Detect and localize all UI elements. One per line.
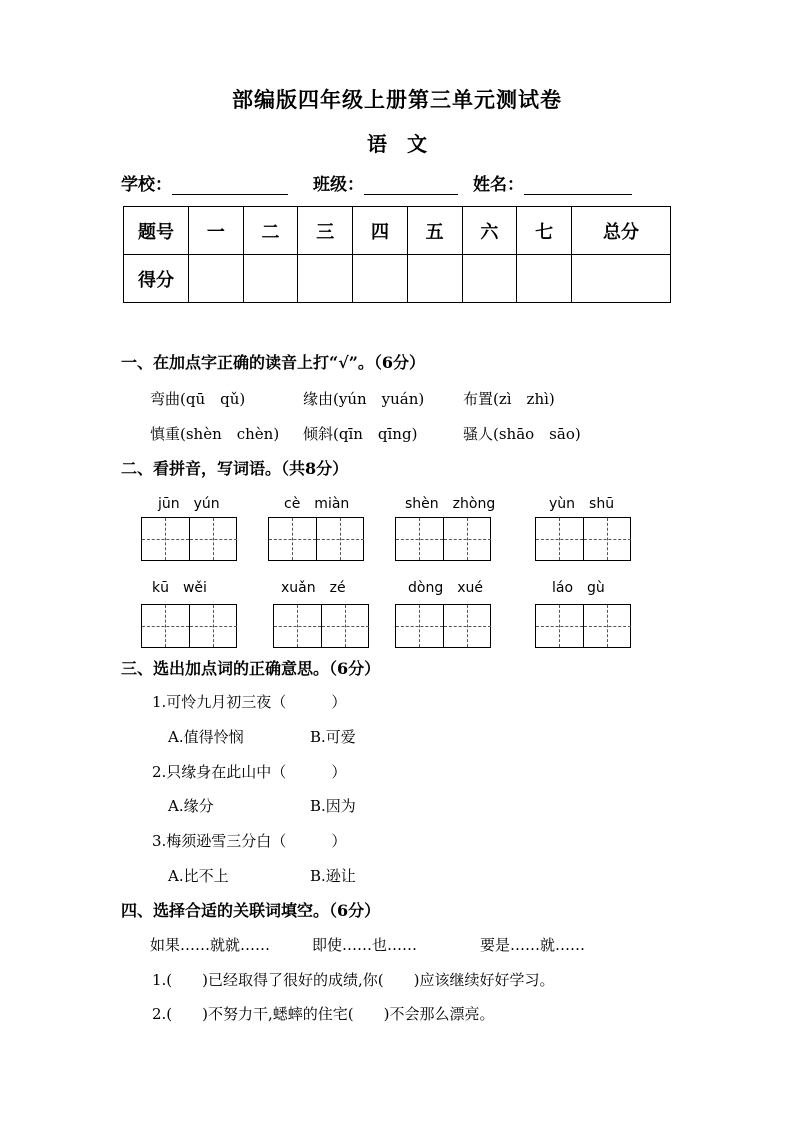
score-cell[interactable] xyxy=(353,255,408,303)
conjunction-option: 如果……就就…… xyxy=(150,936,271,954)
school-field[interactable] xyxy=(121,170,288,195)
q4-sentence[interactable]: 2.( )不努力干,蟋蟀的住宅( )不会那么漂亮。 xyxy=(152,1005,495,1023)
writing-cell[interactable] xyxy=(189,605,237,647)
page-title: 部编版四年级上册第三单元测试卷 xyxy=(232,87,562,112)
q3-heading: 三、选出加点词的正确意思。（6分） xyxy=(121,659,381,678)
writing-cell[interactable] xyxy=(396,605,443,647)
score-header-cell: 三 xyxy=(298,207,353,255)
writing-grid[interactable] xyxy=(141,604,237,648)
q3-question[interactable]: 3.梅须逊雪三分白（ ） xyxy=(152,832,347,850)
school-label: 学校： xyxy=(121,175,172,195)
writing-cell[interactable] xyxy=(583,518,631,560)
score-cell[interactable] xyxy=(298,255,353,303)
name-blank[interactable] xyxy=(524,176,632,195)
writing-cell[interactable] xyxy=(321,605,369,647)
score-header-cell: 五 xyxy=(407,207,462,255)
score-table xyxy=(123,206,671,303)
score-header-cell: 四 xyxy=(353,207,408,255)
score-cell[interactable] xyxy=(243,255,298,303)
pinyin-label: kū wěi xyxy=(152,580,207,596)
pinyin-label: xuǎn zé xyxy=(281,580,346,596)
school-blank[interactable] xyxy=(172,176,288,195)
writing-cell[interactable] xyxy=(316,518,364,560)
writing-cell[interactable] xyxy=(443,518,491,560)
writing-cell[interactable] xyxy=(583,605,631,647)
writing-cell[interactable] xyxy=(269,518,316,560)
score-cell[interactable] xyxy=(572,255,671,303)
q3-option[interactable]: B.逊让 xyxy=(310,867,356,885)
q1-item[interactable]: 倾斜(qīn qīng) xyxy=(303,425,418,443)
writing-grid[interactable] xyxy=(395,604,491,648)
q1-item[interactable]: 慎重(shèn chèn) xyxy=(150,425,280,443)
conjunction-option: 要是……就…… xyxy=(480,936,586,954)
q3-option[interactable]: A.缘分 xyxy=(168,797,214,815)
score-header-cell: 七 xyxy=(517,207,572,255)
pinyin-label: dòng xué xyxy=(408,580,483,596)
writing-grid[interactable] xyxy=(535,517,631,561)
score-header-cell: 总分 xyxy=(572,207,671,255)
q1-item[interactable]: 缘由(yún yuán) xyxy=(303,390,425,408)
score-cell[interactable] xyxy=(517,255,572,303)
q3-question[interactable]: 1.可怜九月初三夜（ ） xyxy=(152,693,347,711)
q4-heading: 四、选择合适的关联词填空。（6分） xyxy=(121,901,381,920)
writing-cell[interactable] xyxy=(536,518,583,560)
q1-item[interactable]: 布置(zì zhì) xyxy=(463,390,555,408)
name-field[interactable] xyxy=(473,170,632,195)
q1-item[interactable]: 弯曲(qū qǔ) xyxy=(150,390,246,408)
q3-question[interactable]: 2.只缘身在此山中（ ） xyxy=(152,763,347,781)
writing-grid[interactable] xyxy=(141,517,237,561)
q3-option[interactable]: A.值得怜悯 xyxy=(168,728,244,746)
score-table-header-row xyxy=(124,207,671,255)
q1-heading: 一、在加点字正确的读音上打“√”。（6分） xyxy=(121,353,426,372)
writing-grid[interactable] xyxy=(395,517,491,561)
pinyin-label: yùn shū xyxy=(549,496,615,512)
score-cell[interactable] xyxy=(407,255,462,303)
class-field[interactable] xyxy=(313,170,458,195)
q1-item[interactable]: 骚人(shāo sāo) xyxy=(463,425,581,443)
q4-sentence[interactable]: 1.( )已经取得了很好的成绩,你( )应该继续好好学习。 xyxy=(152,971,555,989)
writing-cell[interactable] xyxy=(396,518,443,560)
writing-cell[interactable] xyxy=(142,605,189,647)
pinyin-label: shèn zhòng xyxy=(405,496,496,512)
conjunction-option: 即使……也…… xyxy=(312,936,418,954)
subject-title: 语 文 xyxy=(367,132,427,156)
pinyin-label: láo gù xyxy=(552,580,605,596)
score-cell[interactable] xyxy=(189,255,244,303)
name-label: 姓名： xyxy=(473,175,524,195)
score-table-score-row xyxy=(124,255,671,303)
pinyin-label: jūn yún xyxy=(158,496,220,512)
score-row-label: 得分 xyxy=(124,255,189,303)
class-blank[interactable] xyxy=(364,176,458,195)
writing-cell[interactable] xyxy=(274,605,321,647)
score-header-cell: 六 xyxy=(462,207,517,255)
q3-option[interactable]: B.因为 xyxy=(310,797,356,815)
score-header-cell: 题号 xyxy=(124,207,189,255)
q2-heading: 二、看拼音，写词语。（共8分） xyxy=(121,459,349,478)
score-header-cell: 二 xyxy=(243,207,298,255)
pinyin-label: cè miàn xyxy=(284,496,350,512)
writing-grid[interactable] xyxy=(273,604,369,648)
writing-cell[interactable] xyxy=(443,605,491,647)
q3-option[interactable]: B.可爱 xyxy=(310,728,356,746)
score-header-cell: 一 xyxy=(189,207,244,255)
writing-cell[interactable] xyxy=(536,605,583,647)
score-cell[interactable] xyxy=(462,255,517,303)
class-label: 班级： xyxy=(313,175,364,195)
writing-cell[interactable] xyxy=(189,518,237,560)
writing-grid[interactable] xyxy=(535,604,631,648)
writing-grid[interactable] xyxy=(268,517,364,561)
writing-cell[interactable] xyxy=(142,518,189,560)
q3-option[interactable]: A.比不上 xyxy=(168,867,229,885)
